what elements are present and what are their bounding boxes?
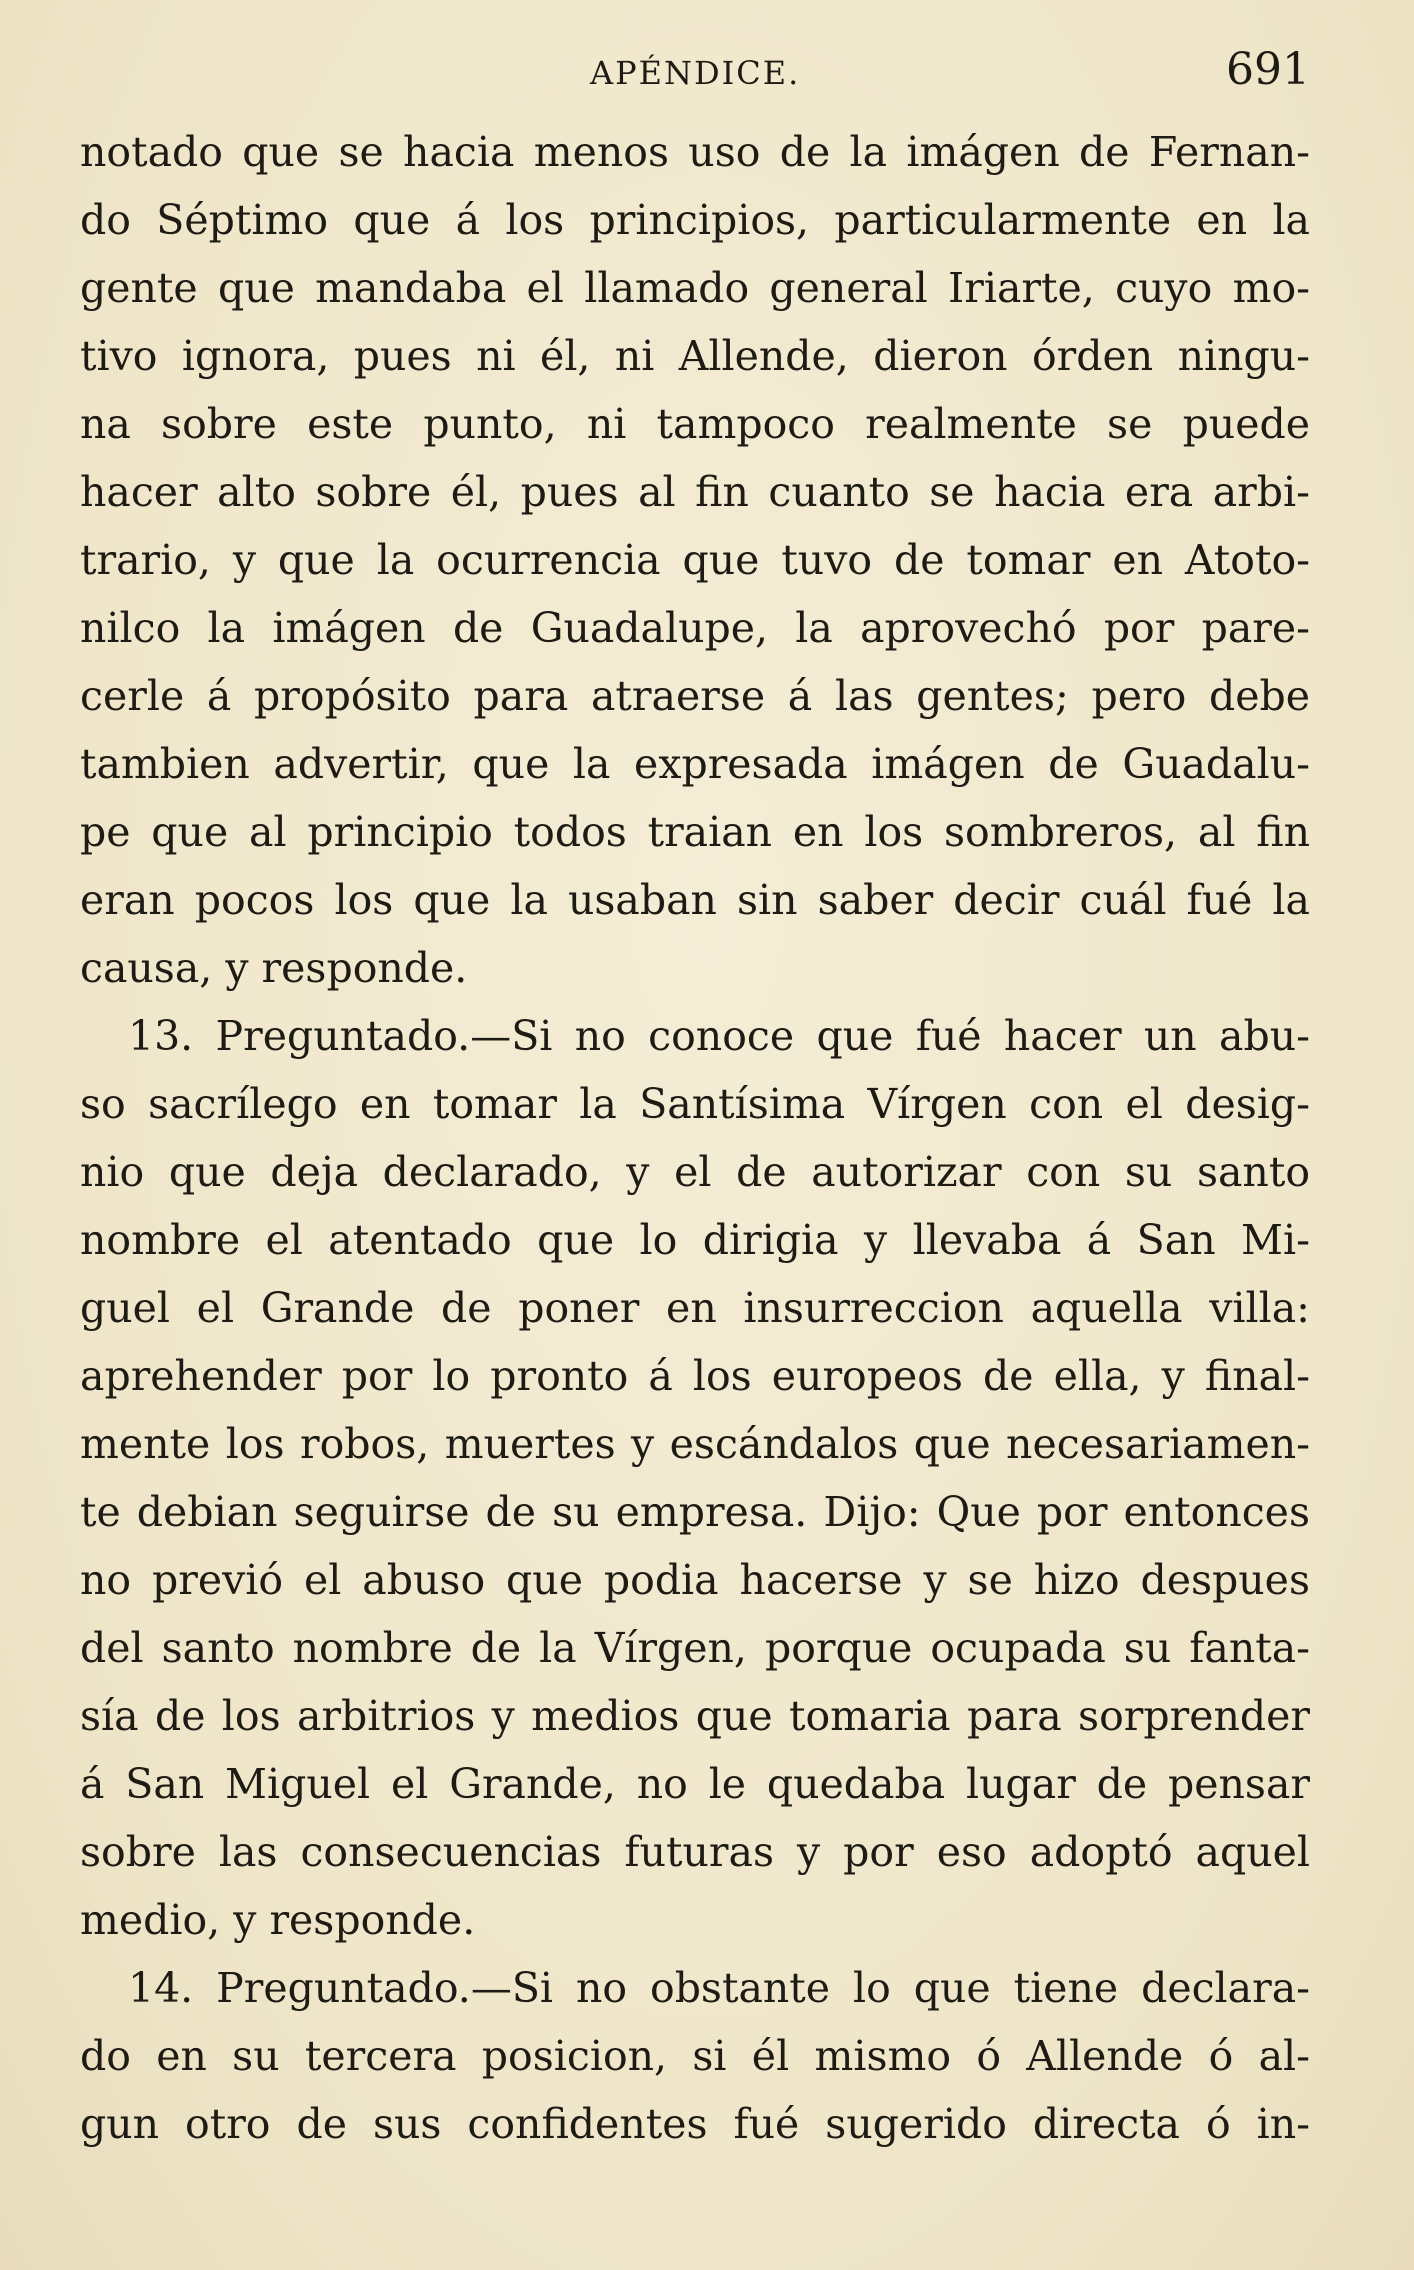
text-line: causa, y responde.	[80, 944, 468, 992]
text-line: pe que al principio todos traian en los sombreros, al fin	[80, 808, 1310, 856]
text-line: del santo nombre de la Vírgen, porque ocupada su fanta-	[80, 1624, 1310, 1672]
text-line: eran pocos los que la usaban sin saber decir cuál fué la	[80, 876, 1310, 924]
text-line: tivo ignora, pues ni él, ni Allende, dieron órden ningu-	[80, 332, 1310, 380]
text-line: sía de los arbitrios y medios que tomaria para sorprender	[80, 1692, 1310, 1740]
text-line: 14. Preguntado.—Si no obstante lo que tiene declara-	[128, 1964, 1310, 2012]
text-line: no previó el abuso que podia hacerse y se hizo despues	[80, 1556, 1310, 1604]
text-line: gente que mandaba el llamado general Iriarte, cuyo mo-	[80, 264, 1310, 312]
text-line: aprehender por lo pronto á los europeos de ella, y final-	[80, 1352, 1310, 1400]
text-line: tambien advertir, que la expresada imágen de Guadalu-	[80, 740, 1310, 788]
text-line: te debian seguirse de su empresa. Dijo: Que por entonces	[80, 1488, 1310, 1536]
body-text	[80, 118, 1310, 2158]
text-line: mente los robos, muertes y escándalos que necesariamen-	[80, 1420, 1310, 1468]
text-line: nombre el atentado que lo dirigia y llevaba á San Mi-	[80, 1216, 1310, 1264]
text-line: 13. Preguntado.—Si no conoce que fué hacer un abu-	[128, 1012, 1310, 1060]
text-line: sobre las consecuencias futuras y por eso adoptó aquel	[80, 1828, 1310, 1876]
text-line: nio que deja declarado, y el de autorizar con su santo	[80, 1148, 1310, 1196]
page-number: 691	[1226, 44, 1310, 95]
text-line: notado que se hacia menos uso de la imágen de Fernan-	[80, 128, 1310, 176]
text-line: hacer alto sobre él, pues al fin cuanto se hacia era arbi-	[80, 468, 1310, 516]
text-line: do en su tercera posicion, si él mismo ó Allende ó al-	[80, 2032, 1310, 2080]
text-line: gun otro de sus confidentes fué sugerido directa ó in-	[80, 2100, 1310, 2148]
running-head: APÉNDICE.	[590, 54, 801, 92]
text-line: á San Miguel el Grande, no le quedaba lugar de pensar	[80, 1760, 1310, 1808]
text-line: cerle á propósito para atraerse á las gentes; pero debe	[80, 672, 1310, 720]
text-line: so sacrílego en tomar la Santísima Vírgen con el desig-	[80, 1080, 1310, 1128]
text-line: na sobre este punto, ni tampoco realmente se puede	[80, 400, 1310, 448]
page-header	[80, 44, 1310, 104]
text-line: guel el Grande de poner en insurreccion aquella villa:	[80, 1284, 1310, 1332]
text-line: nilco la imágen de Guadalupe, la aprovechó por pare-	[80, 604, 1310, 652]
text-line: medio, y responde.	[80, 1896, 476, 1944]
text-line: do Séptimo que á los principios, particularmente en la	[80, 196, 1310, 244]
text-line: trario, y que la ocurrencia que tuvo de tomar en Atoto-	[80, 536, 1310, 584]
